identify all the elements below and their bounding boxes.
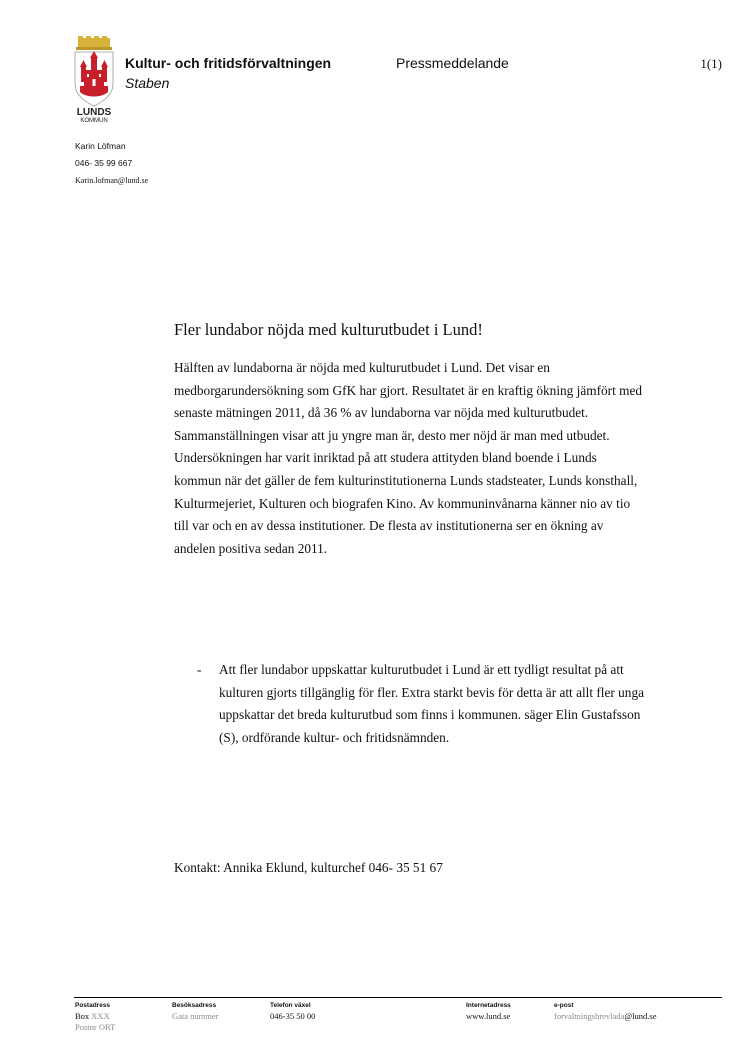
page-number: 1(1): [700, 56, 722, 71]
footer-value: Postnr ORT: [75, 1021, 116, 1032]
svg-text:KOMMUN: KOMMUN: [80, 118, 108, 122]
document-type: Pressmeddelande: [396, 55, 509, 71]
contact-phone: 046- 35 99 667: [75, 158, 133, 168]
footer-label: Telefon växel: [270, 1002, 311, 1009]
footer-postadress: [75, 1000, 115, 1033]
footer-value: 046-35 50 00: [270, 1010, 316, 1021]
footer-divider: [74, 997, 722, 998]
svg-text:LUNDS: LUNDS: [76, 107, 112, 118]
footer-label: e-post: [554, 1002, 574, 1009]
list-dash: -: [197, 662, 202, 677]
footer-besoksadress: [172, 1000, 219, 1022]
article-title: Fler lundabor nöjda med kulturutbudet i Lund!: [174, 320, 483, 339]
lunds-kommun-logo: [72, 36, 116, 122]
contact-email[interactable]: Karin.lofman@lund.se: [75, 176, 149, 185]
department-name: Kultur- och fritidsförvaltningen: [125, 55, 332, 71]
footer-email[interactable]: forvaltningsbrevlada@lund.se: [554, 1010, 657, 1021]
footer-label: Postadress: [75, 1002, 111, 1009]
paragraph: Hälften av lundaborna är nöjda med kulturutbudet i Lund. Det visar en medborgarundersökning som GfK har gjort. Resultatet är en kraftig ökning jämfört med senaste mätningen 2011, då 36 % av lundaborna var nöjda med kulturutbudet. Sammanställningen visar att ju yngre man är, desto mer nöjd är man med utbudet.: [174, 360, 642, 443]
subdepartment-name: Staben: [125, 75, 170, 91]
footer-label: Internetadress: [466, 1002, 511, 1009]
crown-icon: [76, 36, 112, 50]
quote-text: Att fler lundabor uppskattar kulturutbudet i Lund är ett tydligt resultat på att kulturen gjorts tillgänglig för fler. Extra starkt bevis för detta är att allt fler unga uppskattar det breda kulturutbud som finns i kommunen. säger Elin Gustafsson (S), ordförande kultur- och fritidsnämnden.: [219, 662, 645, 745]
quote-block: [174, 659, 644, 749]
article-body: [174, 357, 644, 560]
footer-internet: [466, 1000, 511, 1022]
footer-link[interactable]: www.lund.se: [466, 1010, 511, 1021]
press-contact: Kontakt: Annika Eklund, kulturchef 046- 35 51 67: [174, 860, 443, 875]
footer-epost: [554, 1000, 657, 1022]
paragraph: Undersökningen har varit inriktad på att studera attityden bland boende i Lunds kommun när det gäller de fem kulturinstitutionerna Lunds stadsteater, Lunds konsthall, Kulturmejeriet, Kulturen och biografen Kino. Av kommuninvånarna känner nio av tio till var och en av dessa institutioner. De flesta av institutionerna ser en ökning av andelen positiva sedan 2011.: [174, 450, 638, 556]
footer-label: Besöksadress: [172, 1002, 217, 1009]
contact-name: Karin Löfman: [75, 141, 126, 151]
footer-value: Box XXX: [75, 1010, 110, 1021]
footer-telefon: [270, 1000, 315, 1022]
footer-value: Gata nummer: [172, 1010, 219, 1021]
